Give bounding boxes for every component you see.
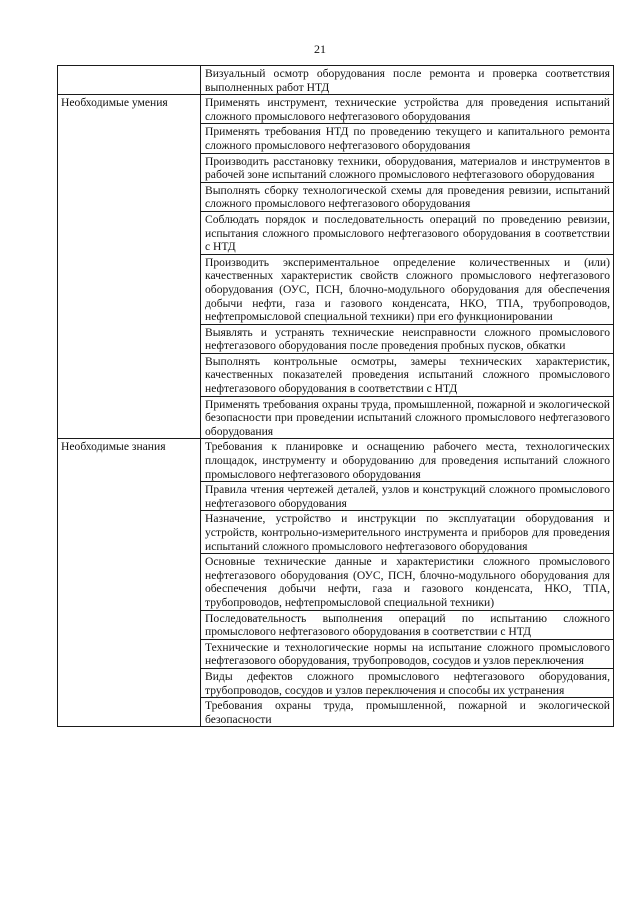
requirement-cell: Выполнять контрольные осмотры, замеры технических характеристик, качественных показателей проведения испытаний сложного промыслового нефтегазового оборудования в соответствии с НТД bbox=[201, 353, 614, 396]
table-row bbox=[58, 66, 614, 95]
requirement-cell: Соблюдать порядок и последовательность операций по проведению ревизии, испытания сложного промыслового нефтегазового оборудования в соответствии с НТД bbox=[201, 211, 614, 254]
requirement-cell: Производить экспериментальное определение количественных и (или) качественных характеристик свойств сложного промыслового нефтегазового оборудования (ОУС, ПСН, блочно-модульного оборудования для обеспечения добычи нефти, газа и газового конденсата, НКО, ТПА, трубопроводов, нефтепромысловой специальной техники) при его функционировании bbox=[201, 254, 614, 324]
requirement-cell: Применять требования охраны труда, промышленной, пожарной и экологической безопасности при проведении испытаний сложного промыслового нефтегазового оборудования bbox=[201, 396, 614, 439]
category-cell: Необходимые знания bbox=[58, 439, 201, 727]
requirement-cell: Применять инструмент, технические устройства для проведения испытаний сложного промыслового нефтегазового оборудования bbox=[201, 95, 614, 124]
table-row bbox=[58, 95, 614, 124]
table-row bbox=[58, 439, 614, 482]
requirement-cell: Виды дефектов сложного промыслового нефтегазового оборудования, трубопроводов, сосудов и узлов переключения и способы их устранения bbox=[201, 668, 614, 697]
requirement-cell: Требования к планировке и оснащению рабочего места, технологических площадок, инструменту и оборудованию для проведения испытаний сложного промыслового нефтегазового оборудования bbox=[201, 439, 614, 482]
requirement-cell: Технические и технологические нормы на испытание сложного промыслового нефтегазового оборудования, трубопроводов, сосудов и узлов переключения bbox=[201, 639, 614, 668]
requirement-cell: Правила чтения чертежей деталей, узлов и конструкций сложного промыслового нефтегазового оборудования bbox=[201, 482, 614, 511]
category-cell bbox=[58, 66, 201, 95]
category-cell: Необходимые умения bbox=[58, 95, 201, 439]
requirement-cell: Применять требования НТД по проведению текущего и капитального ремонта сложного промыслового нефтегазового оборудования bbox=[201, 124, 614, 153]
requirement-cell: Визуальный осмотр оборудования после ремонта и проверка соответствия выполненных работ НТД bbox=[201, 66, 614, 95]
requirement-cell: Последовательность выполнения операций по испытанию сложного промыслового нефтегазового оборудования в соответствии с НТД bbox=[201, 610, 614, 639]
requirement-cell: Производить расстановку техники, оборудования, материалов и инструментов в рабочей зоне испытаний сложного промыслового нефтегазового оборудования bbox=[201, 153, 614, 182]
requirement-cell: Назначение, устройство и инструкции по эксплуатации оборудования и устройств, контрольно-измерительного инструмента и приборов для проведения испытаний сложного промыслового нефтегазового оборудования bbox=[201, 511, 614, 554]
requirement-cell: Основные технические данные и характеристики сложного промыслового нефтегазового оборудования (ОУС, ПСН, блочно-модульного оборудования для обеспечения добычи нефти, газа и газового конденсата, НКО, ТПА, трубопроводов, нефтепромысловой специальной техники) bbox=[201, 554, 614, 610]
page-number: 21 bbox=[314, 42, 326, 56]
requirement-cell: Требования охраны труда, промышленной, пожарной и экологической безопасности bbox=[201, 698, 614, 727]
requirements-table bbox=[57, 65, 614, 727]
requirement-cell: Выявлять и устранять технические неисправности сложного промыслового нефтегазового оборудования после проведения пробных пусков, обкатки bbox=[201, 324, 614, 353]
requirement-cell: Выполнять сборку технологической схемы для проведения ревизии, испытаний сложного промыслового нефтегазового оборудования bbox=[201, 182, 614, 211]
